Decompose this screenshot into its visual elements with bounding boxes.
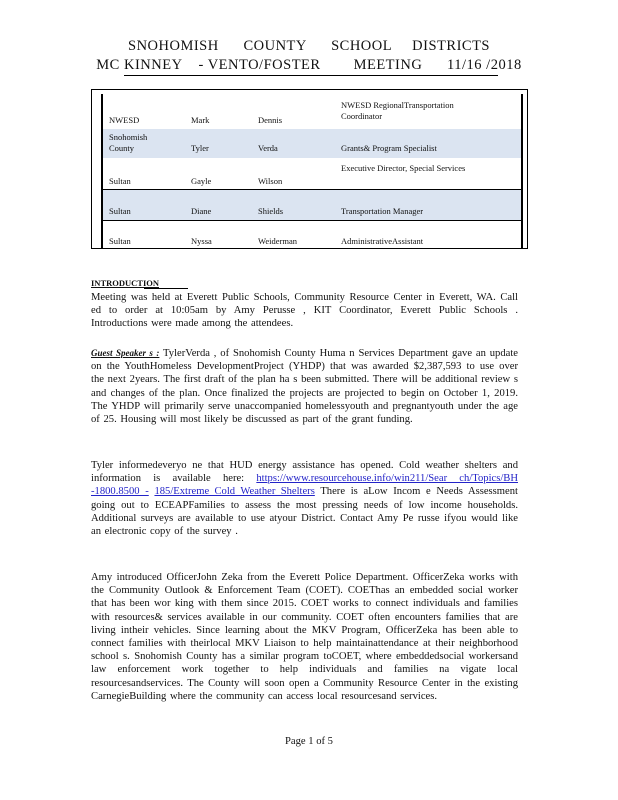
- cell-first-name: Gayle: [191, 176, 212, 186]
- cell-org: Sultan: [109, 236, 131, 246]
- guest-speaker-label: Guest Speaker s :: [91, 348, 160, 358]
- heading-underline: [144, 288, 188, 289]
- cell-role: Grants& Program Specialist: [341, 143, 437, 153]
- document-title-line1: SNOHOMISH COUNTY SCHOOL DISTRICTS: [128, 38, 490, 54]
- table-row: [103, 158, 521, 189]
- title-underline: [124, 75, 498, 76]
- document-title-line2: MC KINNEY - VENTO/FOSTER MEETING 11/16 /2018: [96, 57, 522, 73]
- cell-last-name: Wilson: [258, 176, 283, 186]
- cell-role: NWESD RegionalTransportation Coordinator: [341, 100, 454, 121]
- introduction-heading: INTRODUCTION: [91, 278, 160, 288]
- attendee-table-body: [101, 94, 523, 248]
- cell-role: AdministrativeAssistant: [341, 236, 424, 246]
- guest-speaker-text: TylerVerda , of Snohomish County Huma n Services Department gave an update on the YouthHomeless DevelopmentProject (YHDP) that was awarded $2,387,593 to use over the next 2years. The first draft of the plan ha s been submitted. There will be additional review s and changes of the plan. Once finalized the projects are projected to begin on October 1, 2019. The YHDP will primarily serve unaccompanied homelessyouth and pregnantyouth under the age of 25. Housing will most likely be discussed as part of the grant funding.: [91, 348, 518, 426]
- cell-first-name: Tyler: [191, 143, 209, 153]
- guest-speaker-paragraph: [91, 347, 518, 426]
- table-row: [103, 129, 521, 158]
- attendee-table: [91, 89, 528, 249]
- shelters-link-continued[interactable]: 185/Extreme_Cold_Weather_Shelters: [154, 486, 315, 498]
- cell-role: Transportation Manager: [341, 206, 424, 216]
- table-row: [103, 189, 521, 221]
- coet-paragraph: Amy introduced OfficerJohn Zeka from the Everett Police Department. OfficerZeka works with the Community Outlook & Enforcement Team (COET). COEThas an embedded social worker that has been wor king with them since 2015. COET works to connect individuals and families with resources& services available in our community. COET often encounters families that are living intheir vehicles. Since learning about the MKV Program, OfficerZeka has been able to connect families with theirlocal MKV Liaison to help maintainattendance at their neighborhood school s. Snohomish County has a similar program toCOET, where embeddedsocial workersand law enforcement work together to help individuals and families na vigate local resourcesandservices. The County will soon open a Community Resource Center in the existing CarnegieBuilding where the community can access local resourcesand services.: [91, 572, 518, 702]
- energy-assistance-paragraph: [91, 459, 518, 538]
- cell-first-name: Diane: [191, 206, 212, 216]
- cell-org: NWESD: [109, 115, 140, 125]
- cell-last-name: Weiderman: [258, 236, 297, 246]
- cell-org: Sultan: [109, 176, 131, 186]
- page-number: Page 1 of 5: [285, 736, 333, 747]
- cell-last-name: Shields: [258, 206, 284, 216]
- cell-first-name: Nyssa: [191, 236, 212, 246]
- table-row: [103, 94, 521, 129]
- cell-org: Sultan: [109, 206, 131, 216]
- cell-org: Snohomish County: [109, 132, 148, 153]
- table-row: [103, 222, 521, 248]
- cell-last-name: Dennis: [258, 115, 283, 125]
- shelters-link[interactable]: https://www.resourcehouse.info/win211/Sear ch/Topics/BH -1800.8500 -: [91, 473, 518, 498]
- energy-text-after: There is aLow Incom e Needs Assessment going out to ECEAPFamilies to assess the most pressing needs of low income households. Additional surveys are available to use atyour District. Contact Amy Pe russe ifyou would like an electronic copy of the survey .: [91, 486, 518, 538]
- cell-role: Executive Director, Special Services: [341, 163, 466, 173]
- cell-last-name: Verda: [258, 143, 278, 153]
- energy-text-before: Tyler informedeveryo ne that HUD energy assistance has opened. Cold weather shelters and information is available here:: [91, 460, 518, 485]
- cell-first-name: Mark: [191, 115, 210, 125]
- introduction-paragraph: Meeting was held at Everett Public Schools, Community Resource Center in Everett, WA. Call ed to order at 10:05am by Amy Perusse , KIT Coordinator, Everett Public Schools . Introductions were made among the attendees.: [91, 292, 518, 330]
